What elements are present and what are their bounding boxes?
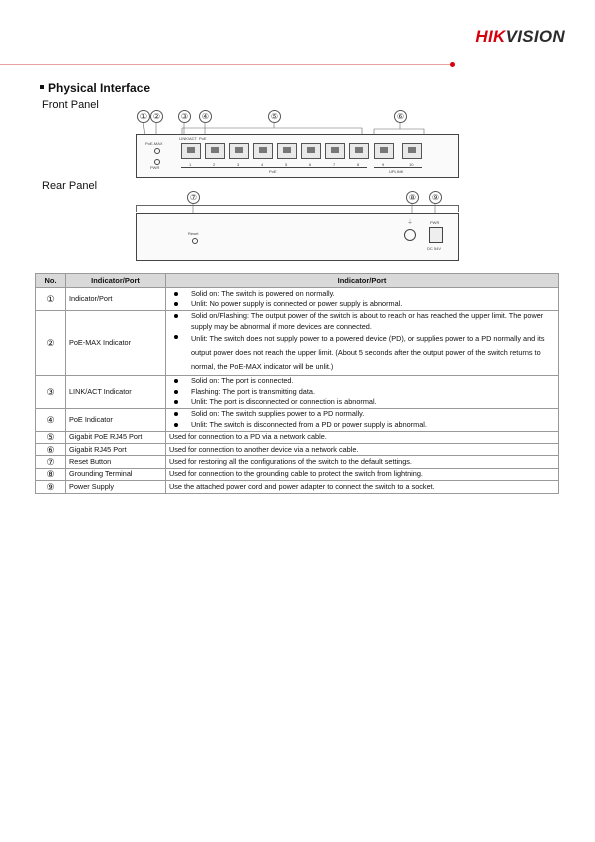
port-number-6: 6	[309, 162, 312, 167]
row-description	[166, 375, 559, 408]
row-name: Indicator/Port	[66, 288, 166, 311]
row-name: LINK/ACT Indicator	[66, 375, 166, 408]
rear-panel-top-edge	[136, 205, 459, 212]
row-number: ③	[36, 375, 66, 408]
bullet-item: Unlit: The port is disconnected or connection is abnormal.	[169, 397, 555, 407]
port-number-1: 1	[189, 162, 192, 167]
bullet-item: Unlit: No power supply is connected or power supply is abnormal.	[169, 299, 555, 309]
power-label: PWR	[430, 220, 440, 225]
port-number-7: 7	[333, 162, 336, 167]
row-number: ⑦	[36, 456, 66, 468]
power-rating-label: DC 54V	[427, 246, 442, 251]
table-row	[36, 288, 559, 311]
row-number: ①	[36, 288, 66, 311]
port-number-4: 4	[261, 162, 264, 167]
row-number: ⑥	[36, 444, 66, 456]
callout-7: ⑦	[187, 191, 200, 204]
row-number: ⑧	[36, 468, 66, 480]
port-number-8: 8	[357, 162, 360, 167]
table-row	[36, 444, 559, 456]
bullet-item: Solid on: The port is connected.	[169, 376, 555, 386]
row-number: ⑨	[36, 481, 66, 493]
callout-4: ④	[199, 110, 212, 123]
bullet-item: Flashing: The port is transmitting data.	[169, 387, 555, 397]
bullet-item: Unlit: The switch does not supply power to a powered device (PD), or supplies power to a PD normally and its output power does not reach the upper limit. (About 5 seconds after the output power of the switch returns to normal, the PoE-MAX indicator will be unlit.)	[169, 332, 555, 374]
port-number-2: 2	[213, 162, 216, 167]
callout-1: ①	[137, 110, 150, 123]
row-description	[166, 310, 559, 375]
table-row	[36, 310, 559, 375]
row-number: ②	[36, 310, 66, 375]
row-name: Gigabit RJ45 Port	[66, 444, 166, 456]
row-description: Used for restoring all the configurations of the switch to the default settings.	[166, 456, 559, 468]
table-row	[36, 456, 559, 468]
section-title: Physical Interface	[40, 81, 150, 95]
row-name: Power Supply	[66, 481, 166, 493]
port-number-10: 10	[409, 162, 414, 167]
reset-button-icon	[192, 238, 198, 244]
callout-6: ⑥	[394, 110, 407, 123]
reset-label: Reset	[188, 231, 199, 236]
callout-3: ③	[178, 110, 191, 123]
port-number-9: 9	[382, 162, 385, 167]
poe-group-label: PoE	[269, 169, 277, 174]
callout-8: ⑧	[406, 191, 419, 204]
row-description	[166, 288, 559, 311]
port-number-5: 5	[285, 162, 288, 167]
row-number: ④	[36, 408, 66, 431]
column-header-name: Indicator/Port	[66, 274, 166, 288]
poe-max-led-label: PoE-MAX	[145, 141, 163, 146]
row-name: PoE Indicator	[66, 408, 166, 431]
row-name: Gigabit PoE RJ45 Port	[66, 431, 166, 443]
bullet-item: Solid on: The switch is powered on normally.	[169, 289, 555, 299]
bullet-item: Unlit: The switch is disconnected from a PD or power supply is abnormal.	[169, 420, 555, 430]
row-description: Used for connection to another device via a network cable.	[166, 444, 559, 456]
rear-panel-label: Rear Panel	[42, 180, 98, 192]
pwr-led-label: PWR	[150, 165, 160, 170]
row-description: Used for connection to the grounding cable to protect the switch from lightning.	[166, 468, 559, 480]
bullet-item: Solid on/Flashing: The output power of the switch is about to reach or has reached the upper limit. The power supply may be abnormal if more devices are connected.	[169, 311, 555, 332]
row-description: Use the attached power cord and power adapter to connect the switch to a socket.	[166, 481, 559, 493]
table-row	[36, 408, 559, 431]
bullet-item: Solid on: The switch supplies power to a PD normally.	[169, 409, 555, 419]
column-header-description: Indicator/Port	[166, 274, 559, 288]
uplink-group-label: UPLINK	[389, 169, 404, 174]
callout-2: ②	[150, 110, 163, 123]
table-row	[36, 431, 559, 443]
row-description: Used for connection to a PD via a network cable.	[166, 431, 559, 443]
port-number-3: 3	[237, 162, 240, 167]
callout-5: ⑤	[268, 110, 281, 123]
table-header-row	[36, 274, 559, 288]
link-act-label: LINK/ACT	[179, 136, 198, 141]
grounding-terminal-icon	[404, 229, 416, 241]
row-number: ⑤	[36, 431, 66, 443]
poe-header-label: PoE	[199, 136, 207, 141]
column-header-no: No.	[36, 274, 66, 288]
ground-symbol-icon: ⏚	[407, 220, 414, 226]
row-description	[166, 408, 559, 431]
front-panel-label: Front Panel	[42, 99, 99, 111]
hikvision-logo: HIKVISION	[475, 27, 565, 46]
table-row	[36, 375, 559, 408]
dc-power-jack-icon	[429, 227, 443, 243]
rear-panel-device	[136, 213, 459, 261]
row-name: Reset Button	[66, 456, 166, 468]
table-row	[36, 481, 559, 493]
table-row	[36, 468, 559, 480]
row-name: Grounding Terminal	[66, 468, 166, 480]
interface-table	[35, 273, 559, 494]
callout-9: ⑨	[429, 191, 442, 204]
row-name: PoE-MAX Indicator	[66, 310, 166, 375]
